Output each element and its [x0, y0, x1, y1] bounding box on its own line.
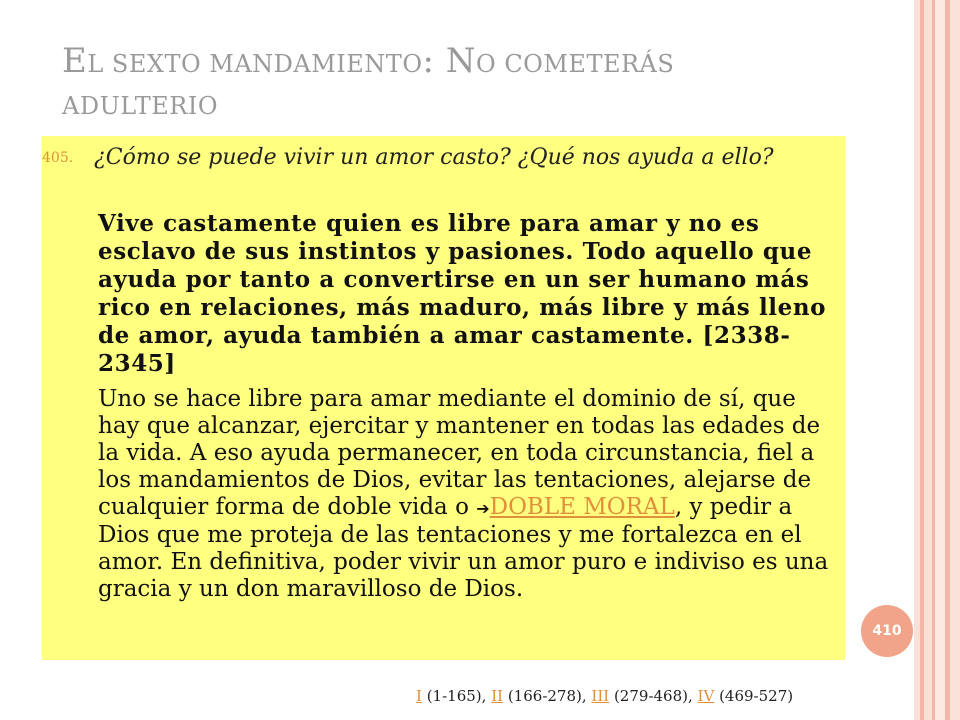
doble-moral-link[interactable]: DOBLE MORAL	[489, 494, 675, 520]
footer-navigation: I (1-165), II (166-278), III (279-468), IV (469-527)	[416, 687, 794, 705]
title-line-2: ADULTERIO	[62, 92, 219, 120]
arrow-right-icon: ➔	[476, 499, 490, 518]
answer-text: Vive castamente quien es libre para amar y no es esclavo de sus instintos y pasiones. Todo aquello que ayuda por tanto a convertirse en un ser humano más rico en relaciones, más maduro, más libre y más lleno de amor, ayuda también a amar castamente. [2338-2345]	[98, 210, 827, 377]
question-number: 405.	[42, 150, 74, 166]
explanation-text: Uno se hace libre para amar mediante el dominio de sí, que hay que alcanzar, ejercitar y mantener en todas las edades de la vida. A eso ayuda permanecer, en toda circunstancia, fiel a los mandamientos de Dios, evitar las tentaciones, alejarse de cualquier forma de doble vida o ➔DOBLE MORAL, y pedir a Dios que me proteja de las tentaciones y me fortalezca en el amor. En definitiva, poder vivir un amor puro e indiviso es una gracia y un don maravilloso de Dios.	[98, 386, 829, 602]
footer-link-part-3[interactable]: III	[591, 687, 610, 705]
slide-title	[62, 40, 862, 127]
question-text: ¿Cómo se puede vivir un amor casto? ¿Qué nos ayuda a ello?	[94, 145, 774, 170]
decorative-stripes	[914, 0, 960, 720]
content-box	[42, 136, 845, 660]
footer-link-part-2[interactable]: II	[491, 687, 504, 705]
title-line-1: EL SEXTO MANDAMIENTO: NO COMETERÁS	[62, 41, 675, 81]
footer-link-part-4[interactable]: IV	[697, 687, 715, 705]
footer-link-part-1[interactable]: I	[416, 687, 422, 705]
page-number-badge: 410	[861, 605, 913, 657]
